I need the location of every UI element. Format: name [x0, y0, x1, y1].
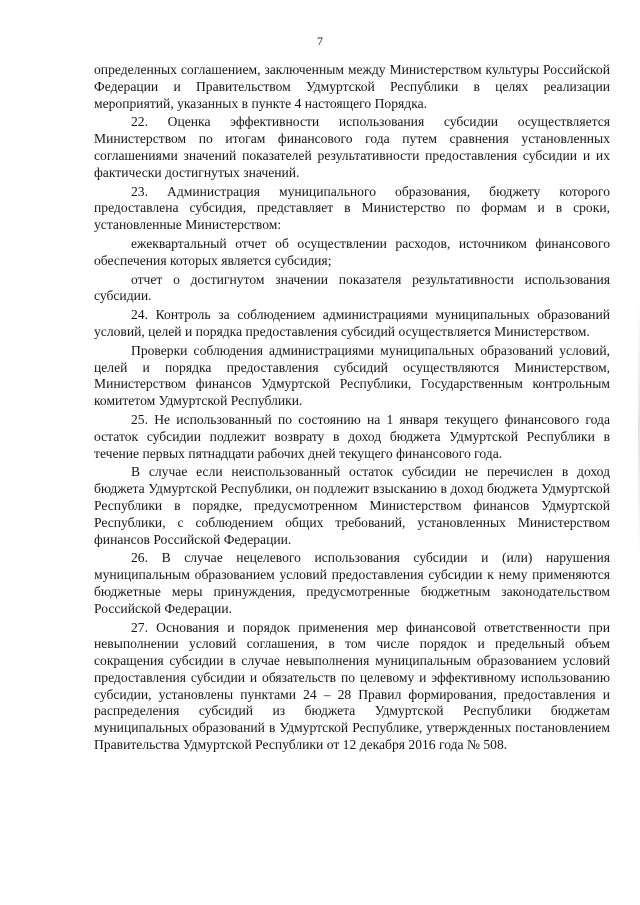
paragraph-continuation: определенных соглашением, заключенным между Министерством культуры Российской Федерации и Правительством Удмуртской Республики в целях реализации мероприятий, указанных в пункте 4 настоящего Порядка. — [94, 62, 610, 111]
paragraph-24: 24. Контроль за соблюдением администрациями муниципальных образований условий, целей и порядка предоставления субсидий осуществляется Министерством. — [94, 307, 610, 339]
paragraph-23-item-result-report: отчет о достигнутом значении показателя результативности использования субсидии. — [94, 271, 610, 304]
paragraph-26: 26. В случае нецелевого использования субсидии и (или) нарушения муниципальным образованием условий предоставления субсидии к нему применяются бюджетные меры принуждения, предусмотренные бюджетным законодательством Российской Федерации. — [94, 550, 610, 616]
paragraph-22: 22. Оценка эффективности использования субсидии осуществляется Министерством по итогам финансового года путем сравнения установленных соглашениями значений показателей результативности предоставления субсидии и их фактически достигнутых значений. — [94, 114, 610, 180]
paragraph-23: 23. Администрация муниципального образования, бюджету которого предоставлена субсидия, представляет в Министерство по формам и в сроки, установленные Министерством: — [94, 183, 610, 233]
page-number: 7 — [317, 34, 323, 48]
paragraph-25-recovery: В случае если неиспользованный остаток субсидии не перечислен в доход бюджета Удмуртской Республики, он подлежит взысканию в доход бюджета Удмуртской Республики в порядке, предусмотренном Министерством финансов Удмуртской Республики, с соблюдением общих требований, установленных Министерством финансов Российской Федерации. — [94, 464, 610, 547]
paragraph-24-inspections: Проверки соблюдения администрациями муниципальных образований условий, целей и порядка предоставления субсидий осуществляются Министерством, Министерством финансов Удмуртской Республики, Государственным контрольным комитетом Удмуртской Республики. — [94, 342, 610, 409]
paragraph-25: 25. Не использованный по состоянию на 1 января текущего финансового года остаток субсидии подлежит возврату в доход бюджета Удмуртской Республики в течение первых пятнадцати рабочих дней текущего финансового года. — [94, 411, 610, 461]
document-body — [94, 62, 610, 756]
paragraph-27: 27. Основания и порядок применения мер финансовой ответственности при невыполнении условий соглашения, в том числе порядок и предельный объем сокращения субсидии в случае невыполнения муниципальным образованием условий предоставления субсидии и обязательств по целевому и эффективному использованию субсидии, установлены пунктами 24 – 28 Правил формирования, предоставления и распределения субсидий из бюджета Удмуртской Республики бюджетам муниципальных образований в Удмуртской Республике, утвержденных постановлением Правительства Удмуртской Республики от 12 декабря 2016 года № 508. — [94, 619, 610, 753]
paragraph-23-item-quarterly-report: ежеквартальный отчет об осуществлении расходов, источником финансового обеспечения которых является субсидия; — [94, 235, 610, 268]
